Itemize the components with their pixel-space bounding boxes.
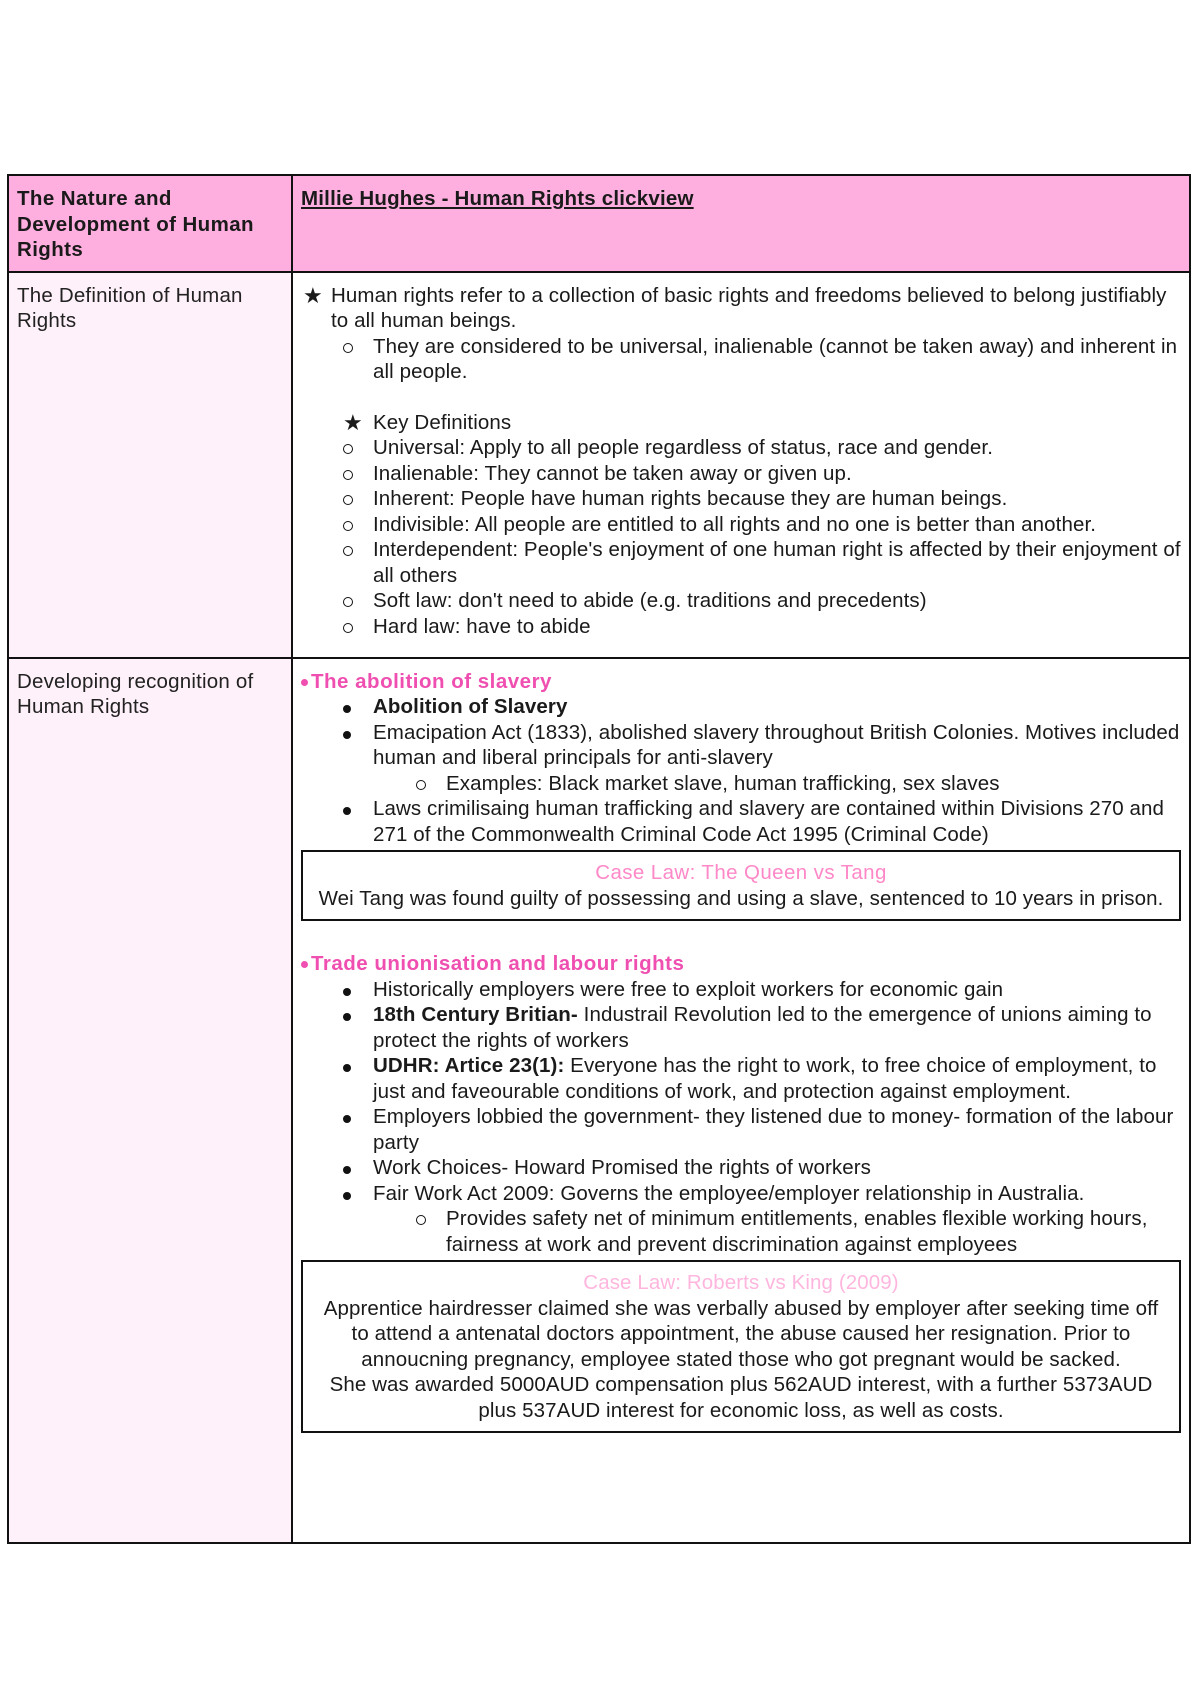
developing-label: Developing recognition of Human Rights	[8, 658, 292, 1543]
hollow-bullet-icon	[343, 521, 353, 531]
list-item	[301, 410, 1181, 436]
definition-term: Universal: Apply to all people regardless of status, race and gender.	[373, 436, 993, 459]
developing-row	[8, 658, 1190, 1543]
notes-table	[7, 174, 1191, 1544]
definition-row	[8, 272, 1190, 658]
list-item	[301, 1002, 1181, 1053]
definition-content	[292, 272, 1190, 658]
list-item	[301, 283, 1181, 334]
labour-heading: Trade unionisation and labour rights	[301, 951, 1181, 977]
definition-detail: They are considered to be universal, inalienable (cannot be taken away) and inherent in all people.	[373, 334, 1178, 383]
definition-label: The Definition of Human Rights	[8, 272, 292, 658]
bullet-icon	[343, 1064, 351, 1072]
list-item	[301, 977, 1181, 1003]
list-item	[301, 486, 1181, 512]
list-item	[301, 334, 1181, 385]
labour-point: Historically employers were free to exploit workers for economic gain	[373, 977, 1004, 1001]
hollow-bullet-icon	[343, 444, 353, 454]
case-law-text: Wei Tang was found guilty of possessing and using a slave, sentenced to 10 years in prison.	[318, 886, 1164, 910]
list-item	[301, 512, 1181, 538]
case-law-box-roberts	[301, 1260, 1181, 1433]
labour-point: Employers lobbied the government- they listened due to money- formation of the labour party	[373, 1105, 1174, 1154]
slavery-examples: Examples: Black market slave, human trafficking, sex slaves	[446, 771, 1000, 795]
labour-point-label: UDHR: Artice 23(1):	[373, 1054, 565, 1077]
bullet-icon	[343, 807, 351, 815]
case-law-title: Case Law: The Queen vs Tang	[595, 861, 887, 884]
developing-content	[292, 658, 1190, 1543]
list-item	[301, 435, 1181, 461]
header-row	[8, 175, 1190, 272]
labour-point: Work Choices- Howard Promised the rights of workers	[373, 1156, 872, 1179]
bullet-icon	[343, 731, 351, 739]
key-definitions-heading: Key Definitions	[373, 410, 512, 434]
star-icon: ★	[303, 282, 323, 308]
bullet-icon	[343, 1013, 351, 1021]
header-topic: The Nature and Development of Human Rights	[8, 175, 292, 272]
list-item	[301, 1155, 1181, 1181]
list-item	[301, 1206, 1181, 1257]
list-item	[301, 588, 1181, 614]
hollow-bullet-icon	[416, 780, 426, 790]
pink-bullet-icon	[301, 961, 308, 968]
hollow-bullet-icon	[416, 1215, 426, 1225]
star-icon: ★	[343, 409, 363, 435]
labour-point: Fair Work Act 2009: Governs the employee/employer relationship in Australia.	[373, 1181, 1085, 1205]
definition-term: Inalienable: They cannot be taken away or given up.	[373, 461, 852, 485]
bullet-icon	[343, 705, 351, 713]
case-law-text: Apprentice hairdresser claimed she was verbally abused by employer after seeking time off to attend a antenatal doctors appointment, the abuse caused her resignation. Prior to annoucning pregnancy, employee stated those who got pregnant would be sacked.	[323, 1296, 1159, 1371]
hollow-bullet-icon	[343, 495, 353, 505]
slavery-point: Laws crimilisaing human trafficking and slavery are contained within Divisions 270 and 271 of the Commonwealth Criminal Code Act 1995 (Criminal Code)	[373, 797, 1165, 846]
hollow-bullet-icon	[343, 597, 353, 607]
bullet-icon	[343, 1166, 351, 1174]
labour-subpoint: Provides safety net of minimum entitlements, enables flexible working hours, fairness at work and prevent discrimination against employees	[446, 1207, 1148, 1256]
slavery-point: Emacipation Act (1833), abolished slavery throughout British Colonies. Motives included human and liberal principals for anti-slavery	[373, 720, 1180, 769]
labour-point: Everyone has the right to work, to free choice of employment, to just and faveourable conditions of work, and protection against employment.	[373, 1054, 1157, 1103]
labour-point: Industrail Revolution led to the emergence of unions aiming to protect the rights of workers	[373, 1003, 1152, 1052]
definition-term: Inherent: People have human rights because they are human beings.	[373, 487, 1008, 510]
definition-term: Indivisible: All people are entitled to all rights and no one is better than another.	[373, 512, 1097, 536]
bullet-icon	[343, 988, 351, 996]
bullet-icon	[343, 1192, 351, 1200]
case-law-title: Case Law: Roberts vs King (2009)	[583, 1271, 899, 1294]
bullet-icon	[343, 1115, 351, 1123]
definition-summary: Human rights refer to a collection of basic rights and freedoms believed to belong justifiably to all human beings.	[331, 283, 1167, 332]
labour-point-label: 18th Century Britian-	[373, 1003, 578, 1026]
slavery-heading: The abolition of slavery	[301, 669, 1181, 695]
list-item	[301, 461, 1181, 487]
slavery-subheading: Abolition of Slavery	[373, 695, 568, 718]
pink-bullet-icon	[301, 679, 308, 686]
list-item	[301, 537, 1181, 588]
hollow-bullet-icon	[343, 623, 353, 633]
case-law-box-tang	[301, 850, 1181, 921]
case-law-text: She was awarded 5000AUD compensation plus 562AUD interest, with a further 5373AUD plus 537AUD interest for economic loss, as well as costs.	[329, 1373, 1153, 1422]
list-item	[301, 1104, 1181, 1155]
list-item	[301, 771, 1181, 797]
list-item	[301, 694, 1181, 720]
list-item	[301, 796, 1181, 847]
list-item	[301, 1053, 1181, 1104]
hollow-bullet-icon	[343, 470, 353, 480]
definition-term: Interdependent: People's enjoyment of one human right is affected by their enjoyment of all others	[373, 538, 1181, 587]
list-item	[301, 614, 1181, 640]
definition-term: Hard law: have to abide	[373, 614, 591, 638]
header-source-link[interactable]: Millie Hughes - Human Rights clickview	[292, 175, 1190, 272]
hollow-bullet-icon	[343, 343, 353, 353]
definition-term: Soft law: don't need to abide (e.g. traditions and precedents)	[373, 589, 927, 612]
list-item	[301, 1181, 1181, 1207]
list-item	[301, 720, 1181, 771]
hollow-bullet-icon	[343, 546, 353, 556]
